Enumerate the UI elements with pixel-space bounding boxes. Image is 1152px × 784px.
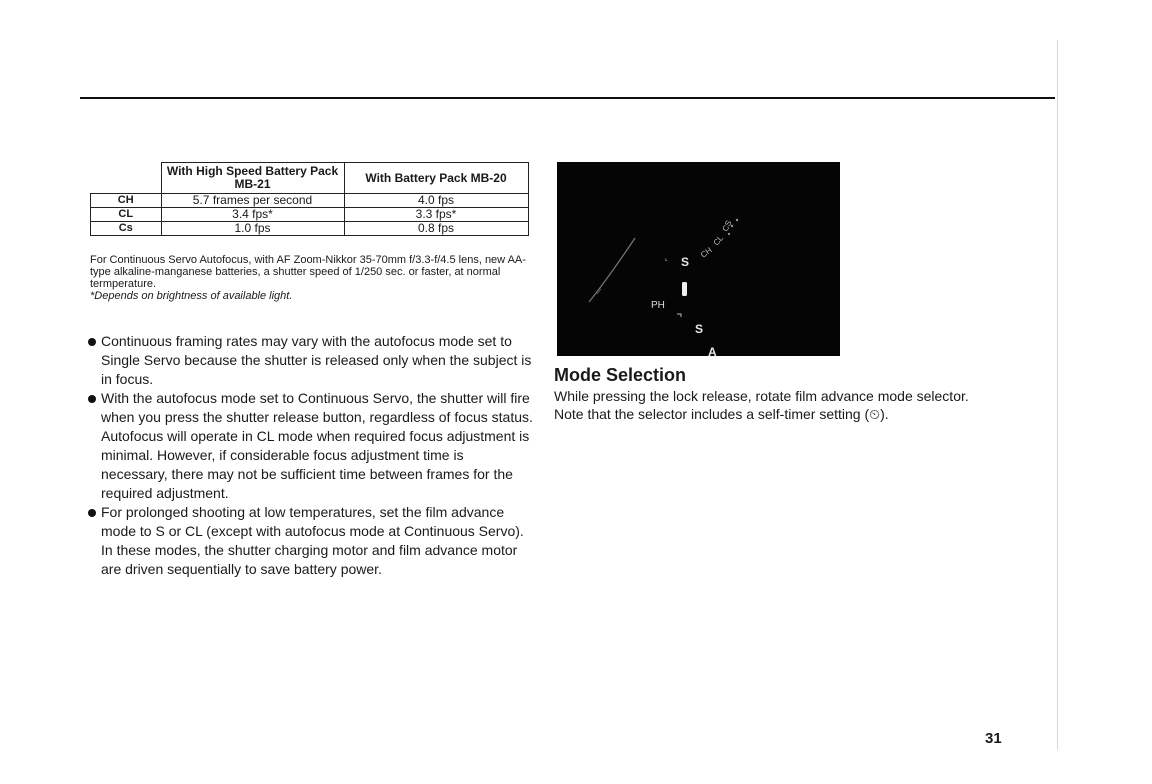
table-row xyxy=(91,194,529,208)
dial-label-s2: S xyxy=(695,322,704,336)
selector-index-mark xyxy=(682,282,687,296)
dial-label-cs: CS xyxy=(720,218,734,233)
table-header-mb21: With High Speed Battery Pack MB-21 xyxy=(161,163,344,194)
list-item-text: With the autofocus mode set to Continuous Servo, the shutter will fire when you press the shutter release button, regardless of focus status. Autofocus will operate in CL mode when required focus adjustment is minimal. However, if considerable focus adjustment time is necessary, there may not be sufficient time between frames for the required adjustment. xyxy=(101,390,533,501)
table-cell-mode: CH xyxy=(91,194,162,208)
table-header-blank xyxy=(91,163,162,194)
page-edge-line xyxy=(1057,40,1058,750)
bullet-list xyxy=(88,332,533,579)
list-item xyxy=(88,389,533,503)
svg-text:‹: ‹ xyxy=(663,256,670,264)
footnote-depends: *Depends on brightness of available light. xyxy=(90,290,293,302)
section-paragraph: Note that the selector includes a self-timer setting (⏲). xyxy=(554,406,889,422)
table-row xyxy=(91,222,529,236)
table-cell-mb20: 4.0 fps xyxy=(344,194,528,208)
table-cell-mb21: 5.7 frames per second xyxy=(161,194,344,208)
table-cell-mb20: 0.8 fps xyxy=(344,222,528,236)
table-cell-mb21: 1.0 fps xyxy=(161,222,344,236)
table-cell-mb20: 3.3 fps* xyxy=(344,208,528,222)
section-title: Mode Selection xyxy=(554,365,687,385)
bullet-icon xyxy=(88,509,96,517)
list-item xyxy=(88,332,533,389)
table-cell-mode: Cs xyxy=(91,222,162,236)
dial-label-s: S xyxy=(681,255,690,269)
list-item xyxy=(88,503,533,579)
dial-label-a: A xyxy=(708,345,717,356)
table-cell-mode: CL xyxy=(91,208,162,222)
header-rule xyxy=(80,97,1055,99)
mode-dial-illustration xyxy=(557,162,840,356)
page-number: 31 xyxy=(985,730,1002,747)
list-item-text: For prolonged shooting at low temperatures, set the film advance mode to S or CL (except with autofocus mode at Continuous Servo). In these modes, the shutter charging motor and film advance motor are driven sequentially to save battery power. xyxy=(101,504,524,577)
table-row xyxy=(91,208,529,222)
section-paragraph: While pressing the lock release, rotate film advance mode selector. xyxy=(554,388,969,404)
dial-label-ch: CH xyxy=(698,245,714,260)
table-footnote xyxy=(90,254,535,302)
footnote-text: For Continuous Servo Autofocus, with AF Zoom-Nikkor 35-70mm f/3.3-f/4.5 lens, new AA-type alkaline-manganese batteries, a shutter speed of 1/250 sec. or faster, at normal termperature. xyxy=(90,254,526,290)
section-body xyxy=(554,387,974,423)
dial-label-ph: PH xyxy=(651,300,665,311)
table-header-mb20: With Battery Pack MB-20 xyxy=(344,163,528,194)
bullet-icon xyxy=(88,395,96,403)
table-cell-mb21: 3.4 fps* xyxy=(161,208,344,222)
mode-selector-photo xyxy=(557,162,840,356)
list-item-text: Continuous framing rates may vary with the autofocus mode set to Single Servo because the shutter is released only when the subject is in focus. xyxy=(101,333,532,387)
dial-label-cl: CL xyxy=(711,233,726,248)
frame-rate-table xyxy=(90,162,529,236)
bullet-icon xyxy=(88,338,96,346)
table-header-row xyxy=(91,163,529,194)
